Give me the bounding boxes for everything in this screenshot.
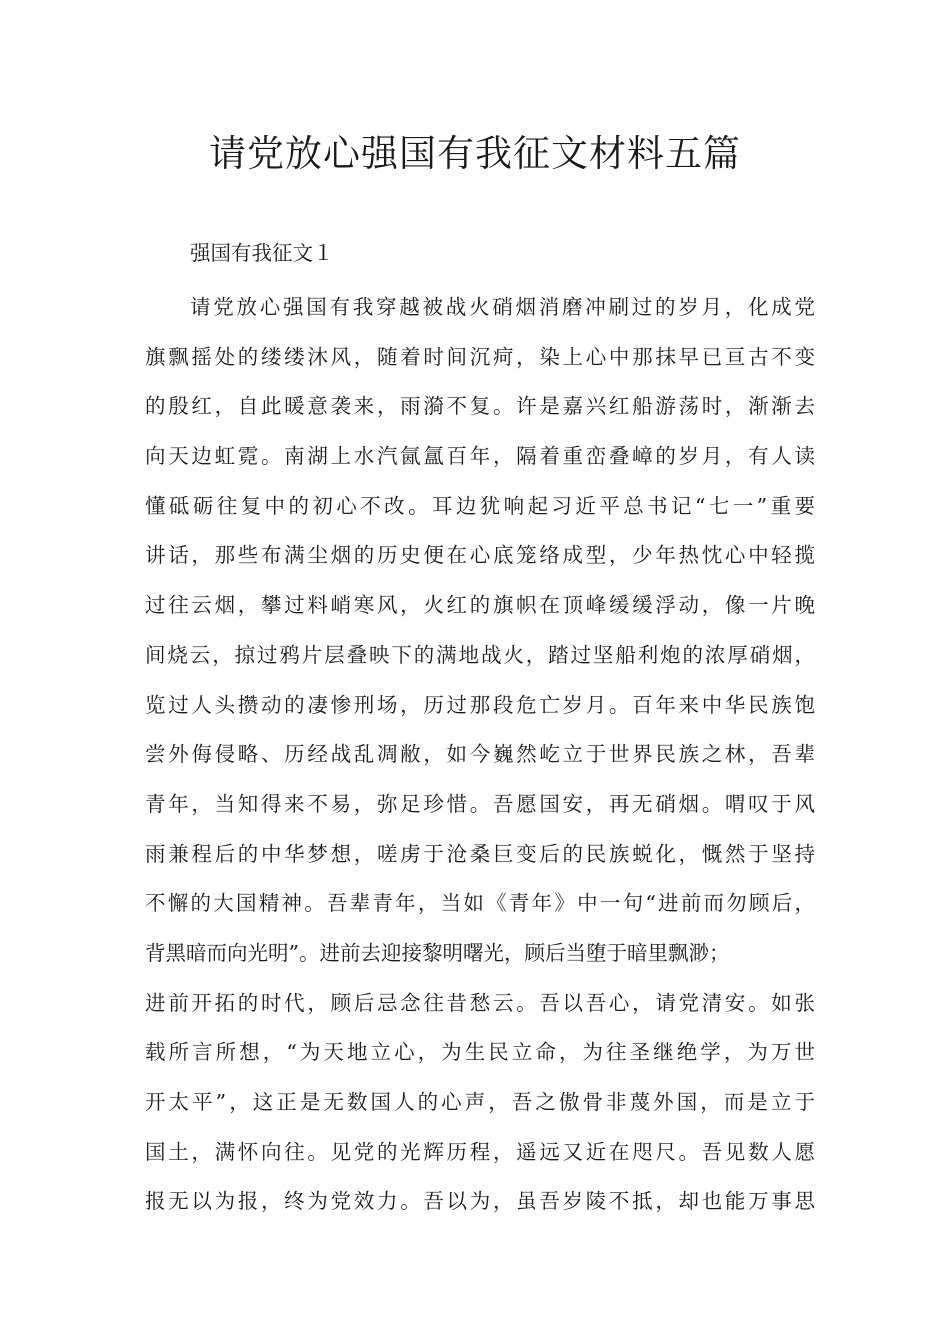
paragraph-line: 不懈的大国精神。吾辈青年，当如《青年》中一句“进前而勿顾后， — [145, 891, 815, 916]
body-paragraph — [145, 283, 815, 1227]
paragraph-line: 间烧云，掠过鸦片层叠映下的满地战火，踏过坚船利炮的浓厚硝烟， — [145, 642, 815, 667]
section-heading: 强国有我征文１ — [190, 241, 334, 265]
paragraph-line: 开太平”，这正是无数国人的心声，吾之傲骨非蔑外国，而是立于 — [145, 1090, 815, 1114]
paragraph-line: 青年，当知得来不易，弥足珍惜。吾愿国安，再无硝烟。喟叹于风 — [145, 791, 815, 816]
paragraph-line: 雨兼程后的中华梦想，嗟虏于沧桑巨变后的民族蜕化，慨然于坚持 — [145, 841, 815, 866]
paragraph-line: 尝外侮侵略、历经战乱凋敝，如今巍然屹立于世界民族之林，吾辈 — [145, 742, 815, 767]
paragraph-line: 进前开拓的时代，顾后忌念往昔愁云。吾以吾心，请党清安。如张 — [145, 990, 815, 1015]
paragraph-line: 讲话，那些布满尘烟的历史便在心底笼络成型，少年热忱心中轻揽 — [145, 543, 815, 568]
paragraph-line: 过往云烟，攀过料峭寒风，火红的旗帜在顶峰缓缓浮动，像一片晚 — [145, 593, 815, 618]
paragraph-line: 旗飘摇处的缕缕沐风，随着时间沉疴，染上心中那抹早已亘古不变 — [145, 344, 815, 369]
paragraph-line: 背黑暗而向光明”。进前去迎接黎明曙光，顾后当堕于暗里飘渺； — [145, 940, 730, 965]
paragraph-line: 览过人头攒动的凄惨刑场，历过那段危亡岁月。百年来中华民族饱 — [145, 692, 815, 717]
paragraph-line: 报无以为报，终为党效力。吾以为，虽吾岁陵不抵，却也能万事思 — [145, 1189, 815, 1214]
paragraph-line: 载所言所想，“为天地立心，为生民立命，为往圣继绝学，为万世 — [145, 1040, 815, 1065]
paragraph-line: 的殷红，自此暖意袭来，雨漪不复。许是嘉兴红船游荡时，渐渐去 — [145, 394, 815, 419]
paragraph-line: 懂砥砺往复中的初心不改。耳边犹响起习近平总书记“七一”重要 — [145, 493, 815, 518]
paragraph-line: 请党放心强国有我穿越被战火硝烟消磨冲刷过的岁月，化成党 — [190, 295, 815, 319]
paragraph-line: 向天边虹霓。南湖上水汽氤氲百年，隔着重峦叠嶂的岁月，有人读 — [145, 444, 815, 469]
paragraph-line: 国土，满怀向往。见党的光辉历程，遥远又近在咫尺。吾见数人愿 — [145, 1139, 815, 1164]
document-title: 请党放心强国有我征文材料五篇 — [209, 132, 741, 175]
